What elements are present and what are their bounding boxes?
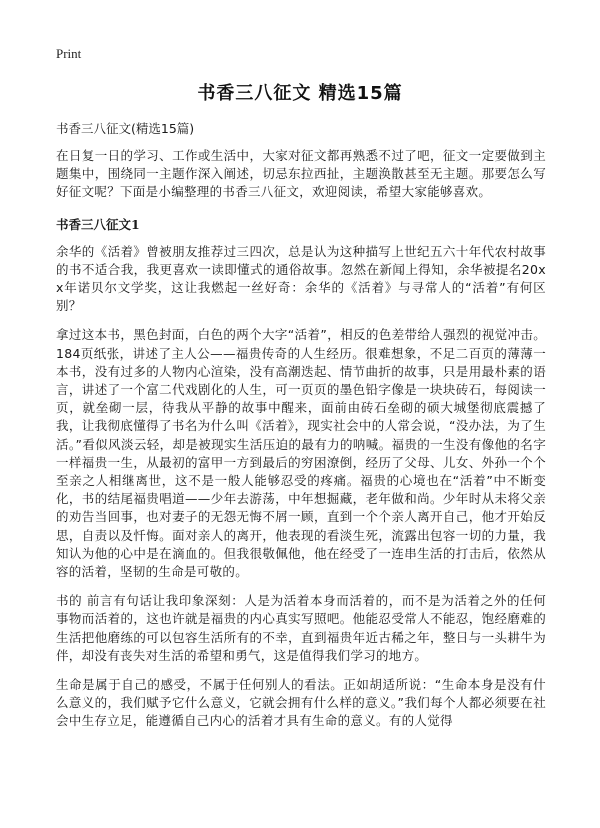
section-heading: 书香三八征文1 xyxy=(56,216,140,232)
print-link[interactable]: Print xyxy=(56,46,82,61)
body-paragraph-4: 生命是属于自己的感受，不属于任何别人的看法。正如胡适所说：“生命本身是没有什么意义的，我们赋予它什么意义，它就会拥有什么样的意义。”我们每个人都必须要在社会中生存立足，能遵循自己内心的活着才具有生命的意义。有的人觉得 xyxy=(56,677,546,729)
body-paragraph-1: 余华的《活着》曾被朋友推荐过三四次，总是认为这种描写上世纪五六十年代农村故事的书不适合我，我更喜欢一读即懂式的通俗故事。忽然在新闻上得知，余华被提名20xx年诺贝尔文学奖，这让我燃起一丝好奇：余华的《活着》与寻常人的“活着”有何区别？ xyxy=(56,243,546,314)
page-title: 书香三八征文 精选15篇 xyxy=(197,83,403,104)
intro-paragraph: 在日复一日的学习、工作或生活中，大家对征文都再熟悉不过了吧，征文一定要做到主题集中，围绕同一主题作深入阐述，切忌东拉西扯，主题涣散甚至无主题。那要怎么写好征文呢？下面是小编整理的书香三八征文，欢迎阅读，希望大家能够喜欢。 xyxy=(56,148,546,200)
article-body xyxy=(56,120,546,742)
body-paragraph-2: 拿过这本书，黑色封面，白色的两个大字“活着”，相反的色差带给人强烈的视觉冲击。184页纸张，讲述了主人公——福贵传奇的人生经历。很难想象，不足二百页的薄薄一本书，没有过多的人物内心渲染，没有高潮迭起、情节曲折的故事，只是用最朴素的语言，讲述了一个富二代戏剧化的人生，可一页页的墨色铅字像是一块块砖石，每阅读一页，就垒砌一层，待我从平静的故事中醒来，面前由砖石垒砌的硕大城堡彻底震撼了我，让我彻底懂得了书名为什么叫《活着》，现实社会中的人常会说，“没办法，为了生活。”看似风淡云轻，却是被现实生活压迫的最有力的呐喊。福贵的一生没有像他的名字一样福贵一生，从最初的富甲一方到最后的穷困潦倒，经历了父母、儿女、外孙一个个至亲之人相继离世，这不是一般人能够忍受的疼痛。福贵的心境也在“活着”中不断变化，书的结尾福贵唱道——少年去游荡，中年想掘藏，老年做和尚。少年时从未将父亲的劝告当回事，也对妻子的无怨无悔不屑一顾，直到一个个亲人离开自己，他才开始反思，自责以及忏悔。面对亲人的离开，他表现的看淡生死，流露出包容一切的力量，我知认为他的心中是在滴血的。但我很敬佩他，他在经受了一连串生活的打击后，依然从容的活着，坚韧的生命是可敬的。 xyxy=(56,327,546,580)
article-subtitle: 书香三八征文(精选15篇) xyxy=(56,121,195,136)
body-paragraph-3: 书的 前言有句话让我印象深刻：人是为活着本身而活着的，而不是为活着之外的任何事物而活着的，这也许就是福贵的内心真实写照吧。他能忍受常人不能忍，饱经磨难的生活把他磨练的可以包容生活所有的不幸，直到福贵年近古稀之年，整日与一头耕牛为伴，却没有丧失对生活的希望和勇气，这是值得我们学习的地方。 xyxy=(56,593,546,663)
